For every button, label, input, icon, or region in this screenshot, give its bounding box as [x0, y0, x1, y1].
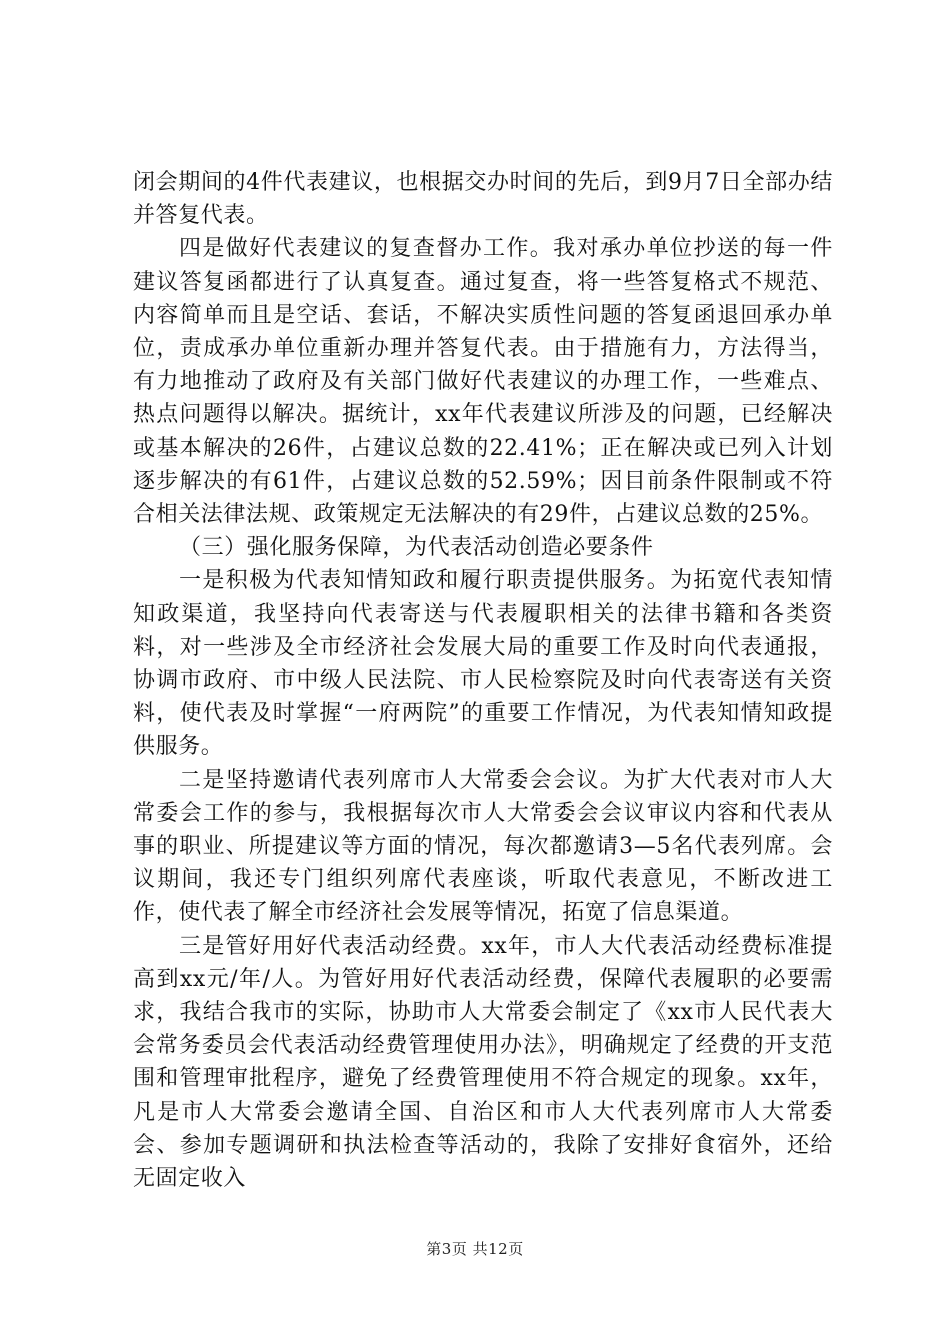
page-footer: 第3页 共12页: [426, 1240, 524, 1258]
paragraph-4: 二是坚持邀请代表列席市人大常委会会议。为扩大代表对市人大常委会工作的参与，我根据每次市人大常委会会议审议内容和代表从事的职业、所提建议等方面的情况，每次都邀请3—5名代表列席。会议期间，我还专门组织列席代表座谈，听取代表意见，不断改进工作，使代表了解全市经济社会发展等情况，拓宽了信息渠道。: [133, 767, 833, 926]
document-body: [133, 166, 833, 1195]
paragraph-5: 三是管好用好代表活动经费。xx年，市人大代表活动经费标准提高到xx元/年/人。为管好用好代表活动经费，保障代表履职的必要需求，我结合我市的实际，协助市人大常委会制定了《xx市人民代表大会常务委员会代表活动经费管理使用办法》，明确规定了经费的开支范围和管理审批程序，避免了经费管理使用不符合规定的现象。xx年，凡是市人大常委会邀请全国、自治区和市人大代表列席市人大常委会、参加专题调研和执法检查等活动的，我除了安排好食宿外，还给无固定收入: [133, 933, 833, 1192]
section-heading: （三）强化服务保障，为代表活动创造必要条件: [179, 535, 654, 561]
paragraph-1: 闭会期间的4件代表建议，也根据交办时间的先后，到9月7日全部办结并答复代表。: [133, 170, 833, 229]
paragraph-2: 四是做好代表建议的复查督办工作。我对承办单位抄送的每一件建议答复函都进行了认真复查。通过复查，将一些答复格式不规范、内容简单而且是空话、套话，不解决实质性问题的答复函退回承办单位，责成承办单位重新办理并答复代表。由于措施有力，方法得当，有力地推动了政府及有关部门做好代表建议的办理工作，一些难点、热点问题得以解决。据统计，xx年代表建议所涉及的问题，已经解决或基本解决的26件，占建议总数的22.41%；正在解决或已列入计划逐步解决的有61件，占建议总数的52.59%；因目前条件限制或不符合相关法律法规、政策规定无法解决的有29件，占建议总数的25%。: [133, 236, 833, 528]
paragraph-3: 一是积极为代表知情知政和履行职责提供服务。为拓宽代表知情知政渠道，我坚持向代表寄送与代表履职相关的法律书籍和各类资料，对一些涉及全市经济社会发展大局的重要工作及时向代表通报，协调市政府、市中级人民法院、市人民检察院及时向代表寄送有关资料，使代表及时掌握“一府两院”的重要工作情况，为代表知情知政提供服务。: [133, 568, 833, 760]
